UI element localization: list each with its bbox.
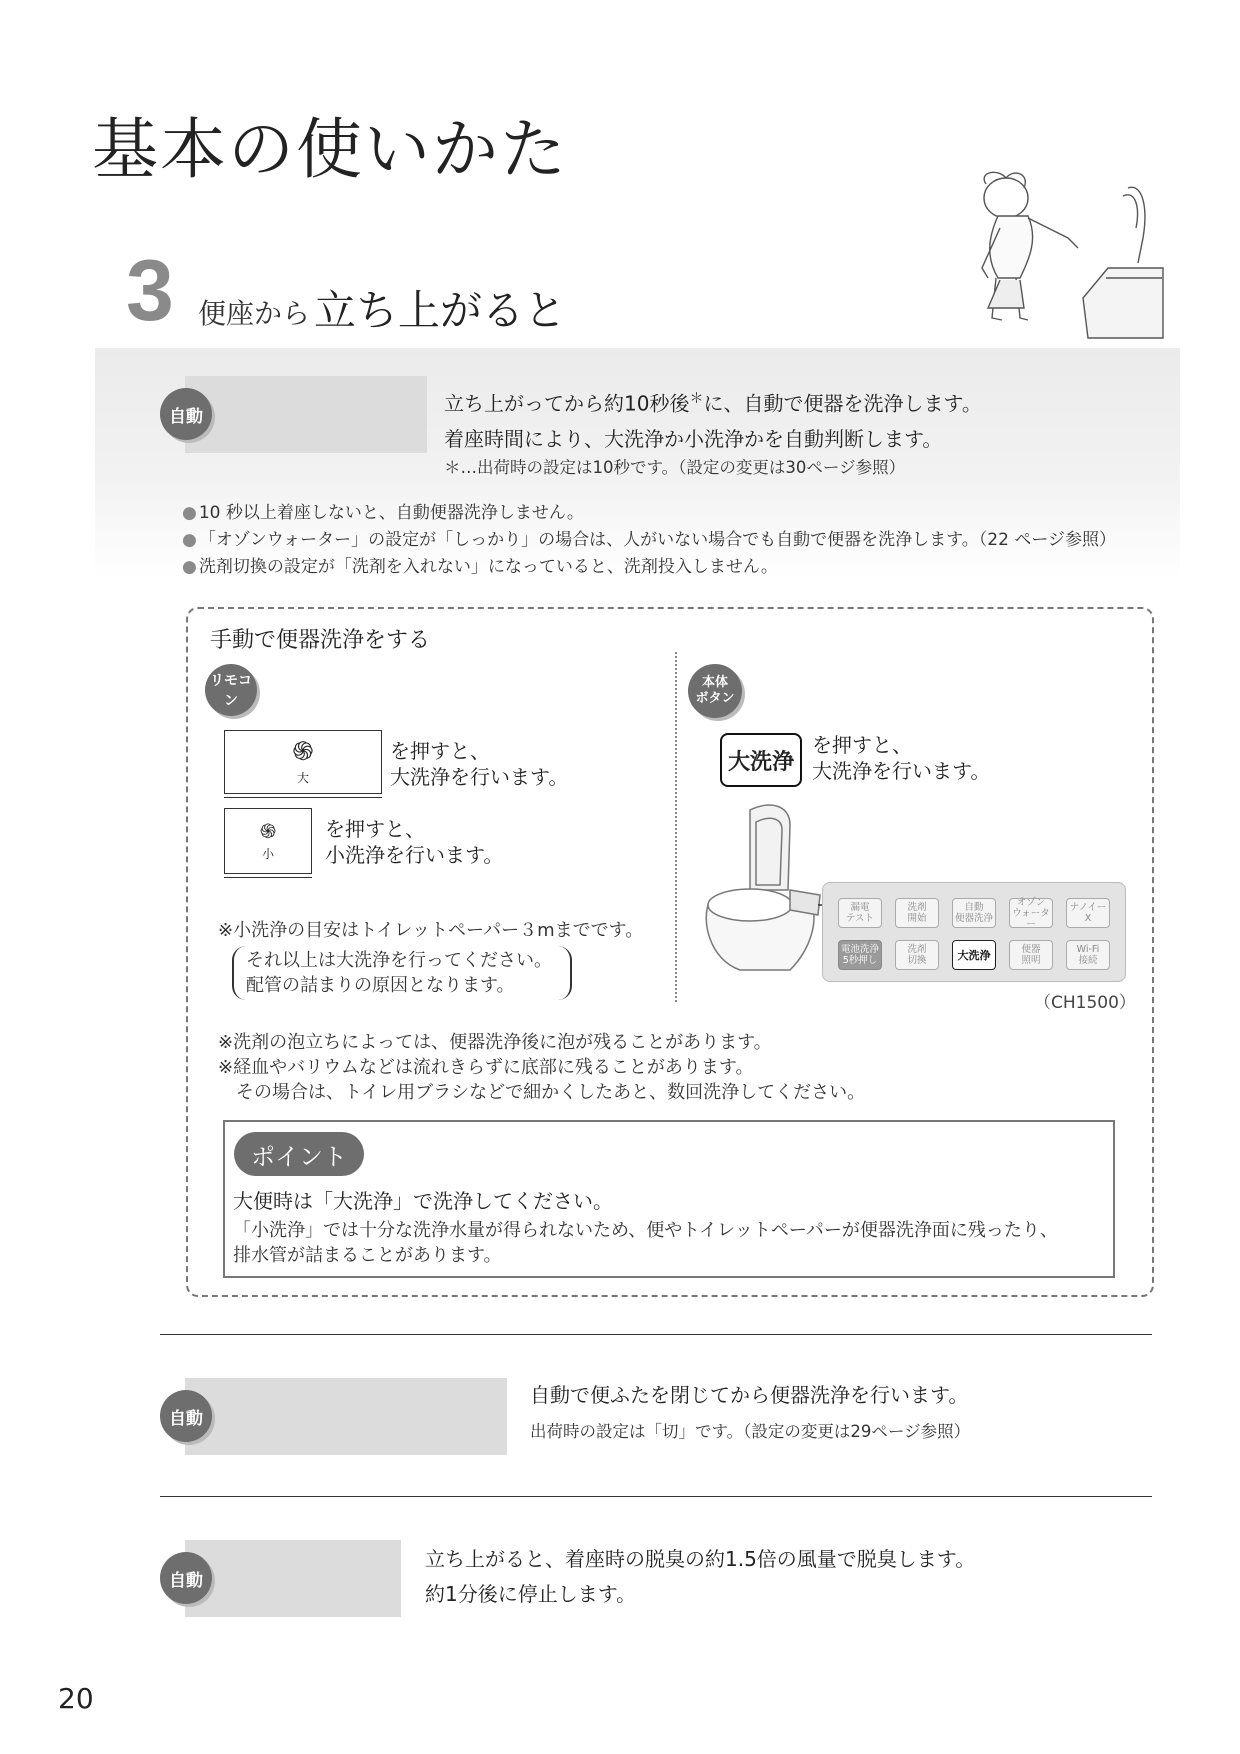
paper-note-detail (246, 948, 552, 998)
body-button-badge (688, 664, 742, 718)
point-detail-line2: 排水管が詰まることがあります。 (233, 1245, 502, 1266)
auto-flush-note: ＊…出荷時の設定は10秒です。（設定の変更は30ページ参照） (444, 458, 906, 477)
section-divider (160, 1334, 1152, 1335)
body-large-flush-button[interactable]: 大洗浄 (720, 733, 802, 787)
deodorize-desc-line2: 約1分後に停止します。 (425, 1582, 637, 1606)
panel-auto-flush-button[interactable]: 自動 便器洗浄 (952, 898, 996, 928)
body-badge-line1: 本体 (701, 675, 728, 690)
panel-bowl-light-button[interactable]: 便器 照明 (1009, 940, 1053, 970)
panel-ozone-water-button[interactable]: オゾン ウォーター (1009, 898, 1053, 928)
remote-small-flush-label: 小 (261, 846, 274, 861)
section-divider (160, 1496, 1152, 1497)
auto-badge: 自動 (160, 388, 212, 440)
manual-note-item: その場合は、トイレ用ブラシなどで細かくしたあと、数回洗浄してください。 (218, 1082, 866, 1103)
deodorize-desc-line1: 立ち上がると、着座時の脱臭の約1.5倍の風量で脱臭します。 (425, 1547, 976, 1571)
auto-flush-desc-line1-end: に、自動で便器を洗浄します。 (703, 391, 982, 416)
body-large-flush-text (812, 732, 990, 784)
manual-note-item: ※洗剤の泡立ちによっては、便器洗浄後に泡が残ることがあります。 (218, 1032, 772, 1053)
bullet-item: ● 10 秒以上着座しないと、自動便器洗浄しません。 (182, 500, 1116, 527)
panel-detergent-switch-button[interactable]: 洗剤 切換 (895, 940, 939, 970)
body-text1: を押すと、 (812, 733, 912, 757)
manual-flush-title: 手動で便器洗浄をする (210, 628, 431, 653)
column-divider (675, 652, 677, 1002)
panel-battery-flush-button[interactable]: 電池洗浄 5秒押し (838, 940, 882, 970)
bullet-item: ● 「オゾンウォーター」の設定が「しっかり」の場合は、人がいない場合でも自動で便器を洗浄します。（22 ページ参照） (182, 527, 1116, 554)
panel-wifi-button[interactable]: Wi-Fi 接続 (1066, 940, 1110, 970)
page-number: 20 (58, 1682, 94, 1715)
flush-swirl-small-icon: ֍ (259, 818, 277, 843)
body-badge-line2: ボタン (695, 691, 735, 706)
step-heading: 立ち上がると (314, 286, 567, 335)
page-title: 基本の使いかた (92, 111, 568, 188)
panel-leak-test-button[interactable]: 漏電 テスト (838, 898, 882, 928)
remote-large-text2: 大洗浄を行います。 (390, 765, 569, 789)
remote-small-flush-button[interactable] (224, 808, 312, 874)
auto-flush-bullets (182, 500, 1116, 581)
auto-badge: 自動 (160, 1552, 212, 1604)
panel-nanoe-button[interactable]: ナノイーX (1066, 898, 1110, 928)
toilet-illustration (690, 800, 840, 980)
point-detail-line1: 「小洗浄」では十分な洗浄水量が得られないため、便やトイレットペーパーが便器洗浄面に残ったり、 (233, 1220, 1058, 1241)
body-text2: 大洗浄を行います。 (812, 759, 991, 783)
paper-note: ※小洗浄の目安はトイレットペーパー３mまでです。 (218, 920, 644, 941)
paper-note-detail-line1: それ以上は大洗浄を行ってください。 (246, 950, 552, 971)
auto-flush-desc-line2: 着座時間により、大洗浄か小洗浄かを自動判断します。 (444, 426, 943, 451)
woman-toilet-illustration (958, 168, 1168, 348)
auto-flush-desc-line1: 立ち上がってから約10秒後 (444, 391, 690, 416)
auto-flush-label-box (185, 376, 427, 453)
step-number: 3 (126, 243, 174, 339)
remote-large-flush-button[interactable] (224, 730, 382, 794)
remote-badge: リモコン (205, 664, 257, 716)
auto-badge: 自動 (160, 1390, 212, 1442)
remote-large-flush-text (390, 738, 568, 790)
bullet-item: ● 洗剤切換の設定が「洗剤を入れない」になっていると、洗剤投入しません。 (182, 554, 1116, 581)
remote-small-text1: を押すと、 (325, 817, 425, 841)
point-detail (233, 1218, 1058, 1268)
point-label: ポイント (234, 1132, 364, 1176)
manual-note-item: ※経血やバリウムなどは流れきらずに底部に残ることがあります。 (218, 1057, 754, 1078)
auto-flush-description (444, 382, 982, 457)
paper-note-detail-line2: 配管の詰まりの原因となります。 (246, 975, 515, 996)
close-mode-note: 出荷時の設定は「切」です。（設定の変更は29ページ参照） (530, 1422, 971, 1441)
manual-notes (218, 1030, 865, 1105)
deodorize-description (425, 1542, 975, 1612)
deodorize-label-box (185, 1540, 401, 1617)
flush-swirl-icon: ֍ (292, 736, 314, 767)
remote-large-text1: を押すと、 (390, 739, 490, 763)
model-number: （CH1500） (1034, 993, 1136, 1013)
step-heading-prefix: 便座から (198, 297, 311, 330)
panel-large-flush-button[interactable]: 大洗浄 (952, 940, 996, 970)
close-mode-label-box (185, 1378, 507, 1455)
close-mode-description: 自動で便ふたを閉じてから便器洗浄を行います。 (530, 1383, 969, 1407)
remote-small-text2: 小洗浄を行います。 (325, 843, 504, 867)
panel-detergent-start-button[interactable]: 洗剤 開始 (895, 898, 939, 928)
asterisk-mark: ＊ (689, 391, 704, 407)
remote-small-flush-text (325, 816, 503, 868)
point-main: 大便時は「大洗浄」で洗浄してください。 (233, 1189, 613, 1213)
remote-large-flush-label: 大 (296, 770, 309, 785)
